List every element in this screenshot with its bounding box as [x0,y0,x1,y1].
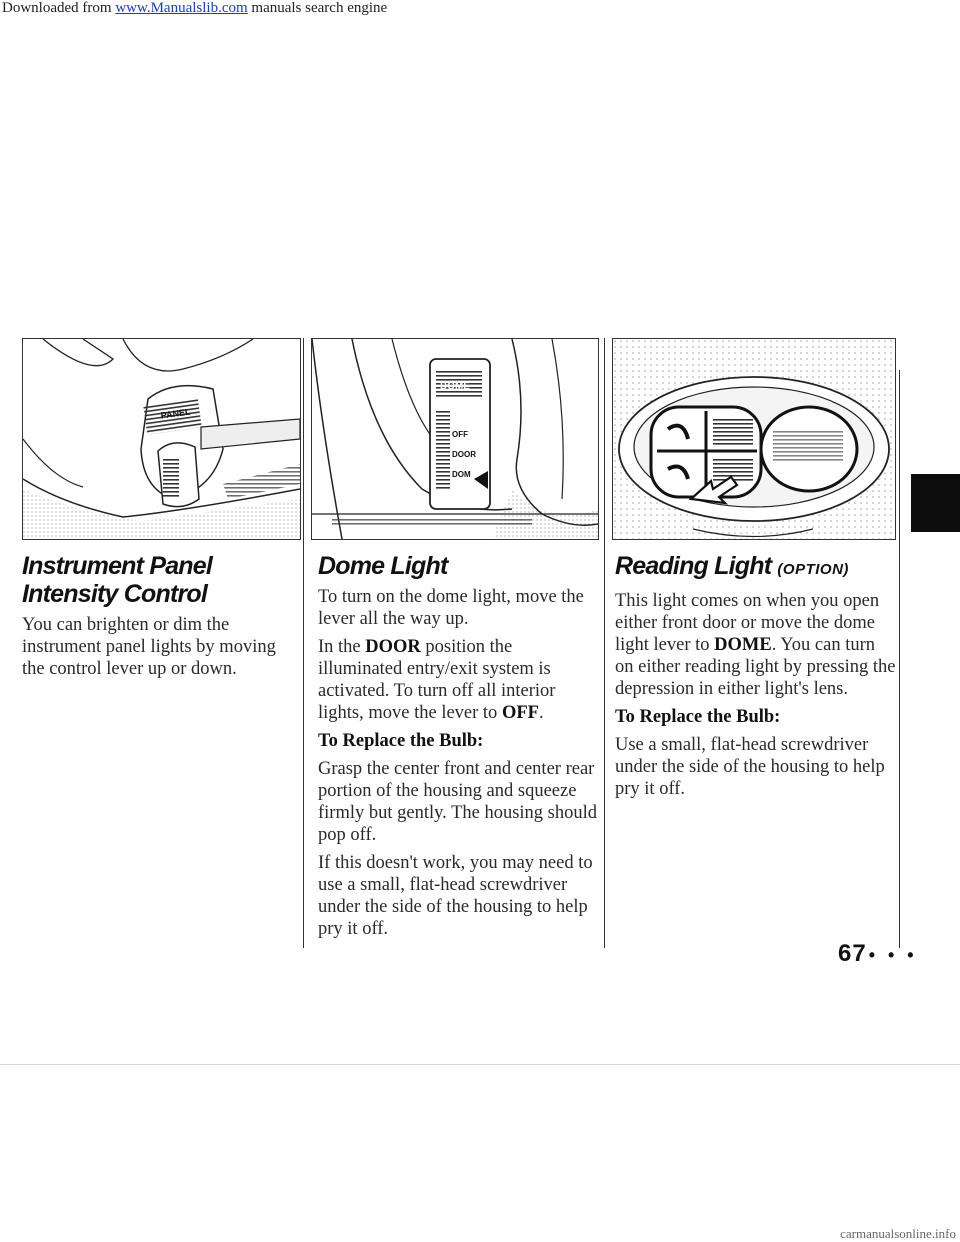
footer-watermark-text: carmanualsonline.info [840,1226,956,1241]
reading-light-title: Reading Light [615,552,772,580]
footer-watermark [0,1226,960,1242]
section-tab-marker [911,474,960,532]
reading-light-p2: Use a small, flat-head screwdriver under the side of the housing to help pry it off. [615,735,885,799]
dome-light-title: Dome Light [318,552,448,580]
dome-p2-door: DOOR [365,637,421,657]
dome-light-p4: If this doesn't work, you may need to use a small, flat-head screwdriver under the side of the housing to help pry it off. [318,853,593,939]
reading-light-p1 [615,590,897,700]
dome-light-p2 [318,636,600,724]
dome-p2-off: OFF [501,703,539,723]
option-tag: (OPTION) [777,561,849,578]
dome-light-p1: To turn on the dome light, move the lever all the way up. [318,587,584,629]
page-number-dots: • • • [868,945,918,965]
dome-p2-post: . [538,703,544,723]
download-header [2,0,387,17]
dome-light-section [318,552,600,940]
instrument-panel-title: Instrument Panel Intensity Control [22,552,213,608]
off-switch-label: OFF [452,430,468,439]
bottom-divider [0,1064,960,1065]
column-divider-3 [899,370,900,948]
reading-light-illustration [612,338,896,540]
dome-switch-label: DOME [440,381,470,392]
reading-light-section [615,552,897,800]
reading-p1-post: . You can turn on either reading light by pressing the depression in either light's lens. [615,635,896,699]
header-prefix: Downloaded from [2,0,116,16]
instrument-panel-body: You can brighten or dim the instrument panel lights by moving the control lever up or down. [22,615,276,679]
dome-light-switch-illustration [311,338,599,540]
dome-p2-mid: position the illuminated entry/exit system is activated. To turn off all interior lights, move the lever to [318,637,556,723]
reading-light-heading [615,552,897,584]
page-number [838,940,918,968]
manualslib-link[interactable]: www.Manualslib.com [115,0,248,16]
dome-light-subheading: To Replace the Bulb: [318,731,484,751]
reading-p1-pre: This light comes on when you open either front door or move the dome light lever to [615,591,880,655]
dome-p2-pre: In the [318,637,366,657]
reading-p1-dome: DOME [714,635,772,655]
page-number-value: 67 [838,940,867,967]
instrument-panel-illustration [22,338,301,540]
column-divider-2 [604,338,605,948]
header-suffix: manuals search engine [247,0,388,16]
panel-label-text: PANEL [160,406,192,421]
door-switch-label: DOOR [452,450,476,459]
dome-light-p3: Grasp the center front and center rear portion of the housing and squeeze firmly but gently. The housing should pop off. [318,759,598,845]
instrument-panel-section [22,552,296,680]
reading-light-subheading: To Replace the Bulb: [615,707,781,727]
dom-switch-label: DOM [452,470,471,479]
column-divider-1 [303,338,304,948]
